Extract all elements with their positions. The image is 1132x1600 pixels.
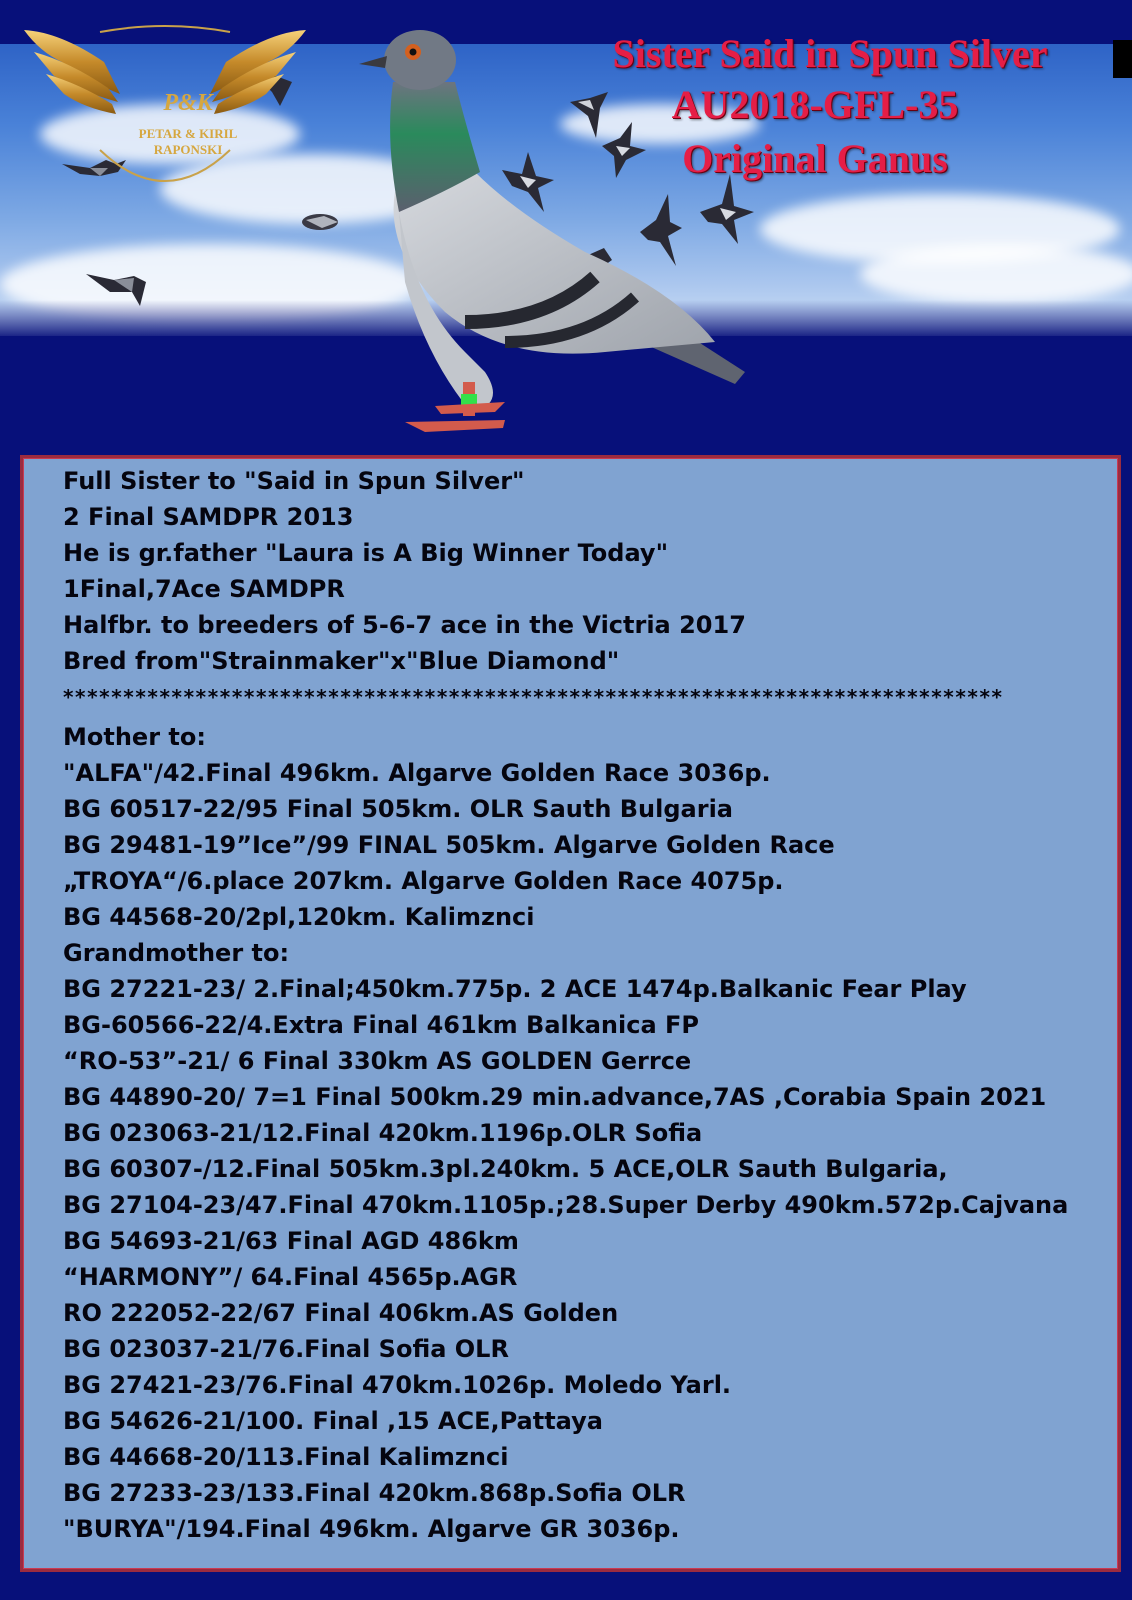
grandmother-to-item: BG 27221-23/ 2.Final;450km.775p. 2 ACE 1474p.Balkanic Fear Play [63,975,967,1003]
title-line3: Original Ganus [682,136,948,181]
grandmother-to-item: BG 023037-21/76.Final Sofia OLR [63,1335,509,1363]
intro-line: He is gr.father "Laura is A Big Winner Today" [63,539,669,567]
mother-to-item: BG 44568-20/2pl,120km. Kalimznci [63,903,535,931]
mother-to-item: BG 60517-22/95 Final 505km. OLR Sauth Bulgaria [63,795,733,823]
separator: ****************************************************************************** [63,685,1004,709]
grandmother-to-item: RO 222052-22/67 Final 406km.AS Golden [63,1299,619,1327]
mother-to-item: "ALFA"/42.Final 496km. Algarve Golden Race 3036p. [63,759,771,787]
intro-line: Bred from"Strainmaker"x"Blue Diamond" [63,647,620,675]
logo-monogram: P&K [163,90,213,116]
grandmother-to-item: BG 27233-23/133.Final 420km.868p.Sofia OLR [63,1479,686,1507]
grandmother-to-item: BG 54626-21/100. Final ,15 ACE,Pattaya [63,1407,603,1435]
cloud [860,244,1132,304]
grandmother-to-item: BG 60307-/12.Final 505km.3pl.240km. 5 ACE,OLR Sauth Bulgaria, [63,1155,948,1183]
logo-name [108,126,268,158]
grandmother-to-item: "BURYA"/194.Final 496km. Algarve GR 3036p. [63,1515,680,1543]
mother-to-item: BG 29481-19”Ice”/99 FINAL 505km. Algarve Golden Race [63,831,835,859]
grandmother-to-item: “RO-53”-21/ 6 Final 330km AS GOLDEN Gerrce [63,1047,692,1075]
mother-heading: Mother to: [63,723,206,751]
mother-to-item: „TROYA“/6.place 207km. Algarve Golden Race 4075p. [63,867,784,895]
grandmother-to-item: BG 023063-21/12.Final 420km.1196p.OLR Sofia [63,1119,703,1147]
intro-line: Halfbr. to breeders of 5-6-7 ace in the Victria 2017 [63,611,746,639]
grandmother-to-item: BG 44890-20/ 7=1 Final 500km.29 min.advance,7AS ,Corabia Spain 2021 [63,1083,1047,1111]
title-line2: AU2018-GFL-35 [671,82,959,127]
grandmother-to-item: BG 54693-21/63 Final AGD 486km [63,1227,519,1255]
flying-pigeon-icon [300,208,344,238]
grandmother-heading: Grandmother to: [63,939,290,967]
logo [20,22,310,192]
title-line1: Sister Said in Spun Silver [612,31,1048,76]
grandmother-to-item: BG-60566-22/4.Extra Final 461km Balkanica FP [63,1011,699,1039]
grandmother-to-item: “HARMONY”/ 64.Final 4565p.AGR [63,1263,518,1291]
logo-name-line1: PETAR & KIRIL [138,126,238,141]
title-block [520,30,1120,186]
intro-line: 2 Final SAMDPR 2013 [63,503,354,531]
logo-name-line2: RAPONSKI [153,142,223,157]
grandmother-to-item: BG 44668-20/113.Final Kalimznci [63,1443,509,1471]
intro-line: 1Final,7Ace SAMDPR [63,575,345,603]
grandmother-to-item: BG 27421-23/76.Final 470km.1026p. Moledo Yarl. [63,1371,732,1399]
pedigree-text [63,463,1123,1547]
grandmother-to-item: BG 27104-23/47.Final 470km.1105p.;28.Super Derby 490km.572p.Cajvana [63,1191,1069,1219]
flying-pigeon-icon [84,266,154,310]
intro-line: Full Sister to "Said in Spun Silver" [63,467,525,495]
